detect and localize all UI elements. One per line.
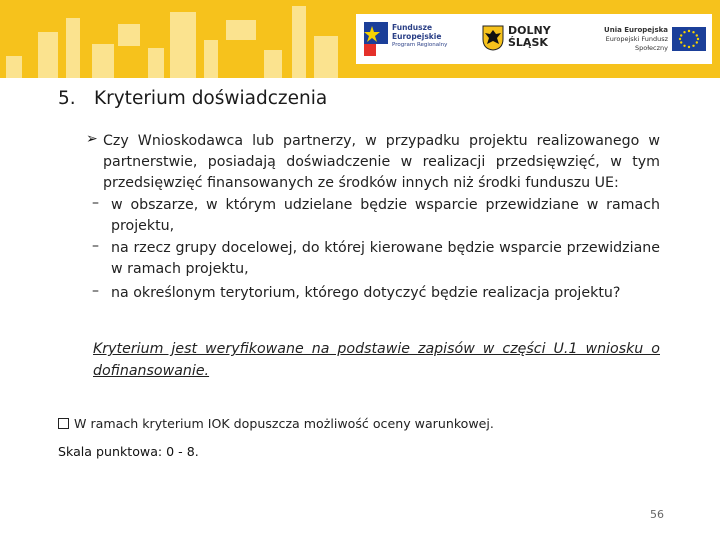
question-item-1: w obszarze, w którym udzielane będzie wsparcie przewidziane w ramach projektu, [111,197,660,234]
question-item-2: na rzecz grupy docelowej, do której kierowane będzie wsparcie przewidziane w ramach projektu, [111,240,660,277]
eagle-crest-icon [482,25,504,51]
fundusze-line3: Program Regionalny [392,42,448,48]
decor-block [226,20,256,40]
question-text [103,131,660,194]
arrow-bullet-icon: ➢ [86,131,98,147]
decor-block [170,12,196,78]
decor-block [38,32,58,78]
fundusze-line1: Fundusze [392,23,433,32]
section-title-text: Kryterium doświadczenia [94,88,328,109]
dolny-slask-line2: ŚLĄSK [508,36,548,49]
unia-line2: Europejski Fundusz Społeczny [605,35,668,52]
checkbox-bullet-icon [58,418,69,429]
decor-block [264,50,282,78]
dash-bullet: – [92,238,99,254]
decor-block [66,18,80,78]
decor-block [92,44,114,78]
decor-block [292,6,306,78]
decor-block [6,56,22,78]
fundusze-europejskie-logo [362,14,472,64]
dolny-slask-line1: DOLNY [508,24,551,37]
decor-block [118,24,140,46]
header-band [0,0,720,78]
decor-block [204,40,218,78]
decor-block [148,48,164,78]
unia-europejska-logo [592,14,710,64]
fundusze-star-icon [364,22,388,56]
page-number: 56 [650,508,664,521]
points-scale: Skala punktowa: 0 - 8. [58,444,199,459]
dolny-slask-logo [480,14,566,64]
section-title [58,88,327,109]
question-main: Czy Wnioskodawca lub partnerzy, w przypadku projektu realizowanego w partnerstwie, posiadają doświadczenie w realizacji przedsięwzięć, w tym przedsięwzięć finansowanych ze środków innych niż środki funduszu UE: [103,133,660,191]
question-item-3: na określonym terytorium, którego dotyczyć będzie realizacja projektu? [111,285,621,301]
logo-strip [356,14,712,64]
fundusze-line2: Europejskie [392,32,442,41]
dash-bullet: – [92,283,99,299]
section-number: 5. [58,88,76,109]
iok-note-text: W ramach kryterium IOK dopuszcza możliwość oceny warunkowej. [74,416,494,431]
eu-flag-icon [672,27,706,51]
verification-note: Kryterium jest weryfikowane na podstawie zapisów w części U.1 wniosku o dofinansowanie. [93,341,660,379]
dash-bullet: – [92,195,99,211]
iok-note [58,416,494,431]
unia-line1: Unia Europejska [604,26,668,34]
decor-block [314,36,338,78]
